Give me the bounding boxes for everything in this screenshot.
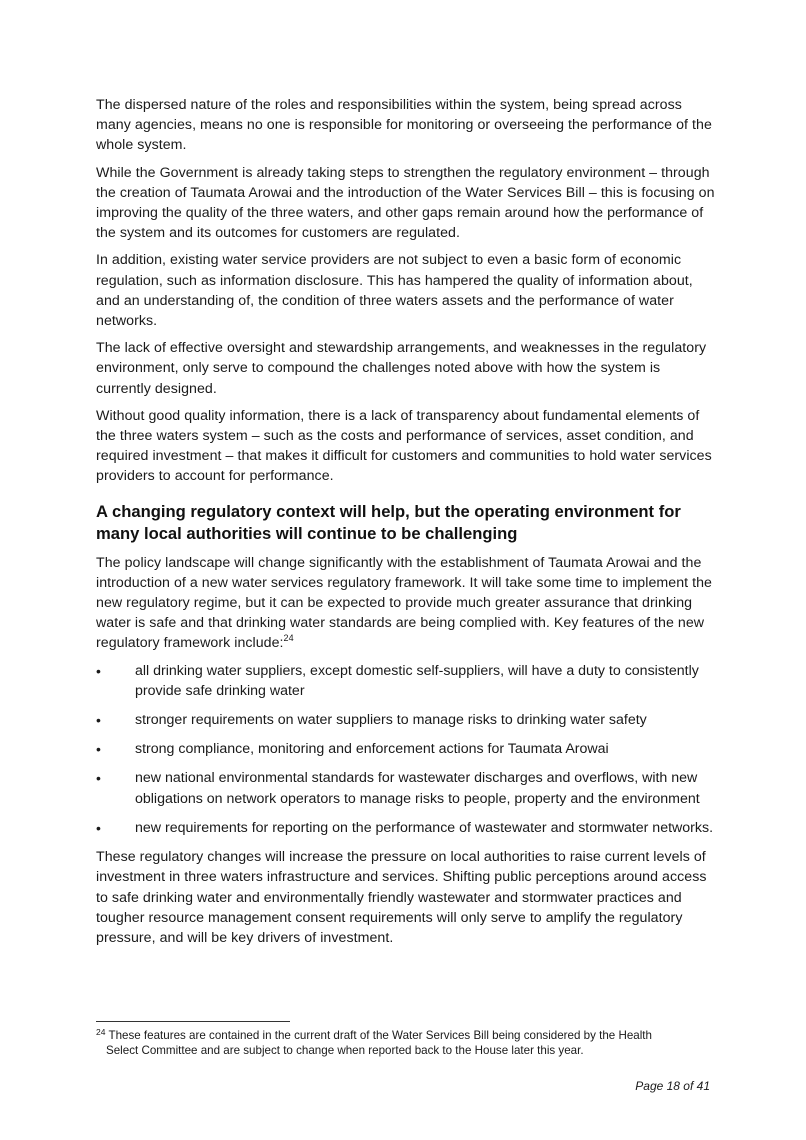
footnote-number: 24 bbox=[96, 1027, 106, 1037]
paragraph-policy-landscape-text: The policy landscape will change significantly with the establishment of Taumata Arowai and the introduction of a new water services regulatory framework. It will take some time to implement the new regulatory regime, but it can be expected to provide much greater assurance that drinking water is safe and that drinking water standards are being complied with. Key features of the new regulatory framework include: bbox=[96, 554, 712, 652]
paragraph-oversight: The lack of effective oversight and stewardship arrangements, and weaknesses in the regulatory environment, only serve to compound the challenges noted above with how the system is currently designed. bbox=[96, 340, 707, 397]
list-item-text: new requirements for reporting on the performance of wastewater and stormwater networks. bbox=[135, 819, 714, 836]
paragraph-economic-regulation: In addition, existing water service providers are not subject to even a basic form of economic regulation, such as information disclosure. This has hampered the quality of information about, and an understanding of, the condition of three waters assets and the performance of water networks. bbox=[96, 252, 693, 330]
list-item-text: strong compliance, monitoring and enforcement actions for Taumata Arowai bbox=[135, 741, 609, 758]
footnote-line-1 bbox=[96, 1028, 716, 1043]
bullet-icon: • bbox=[96, 712, 101, 729]
paragraph-regulatory-pressure: These regulatory changes will increase the pressure on local authorities to raise current levels of investment in three waters infrastructure and services. Shifting public perceptions around access to safe drinking water and environmentally friendly wastewater and stormwater practices and tougher resource management consent requirements will only serve to amplify the regulatory pressure, and will be key drivers of investment. bbox=[96, 849, 707, 946]
section-heading: A changing regulatory context will help, but the operating environment for many local authorities will continue to be challenging bbox=[96, 501, 681, 543]
paragraph-government-steps: While the Government is already taking steps to strengthen the regulatory environment – through the creation of Taumata Arowai and the introduction of the Water Services Bill – this is focusing on improving the quality of the three waters, and other gaps remain around how the performance of the system and its outcomes for customers are regulated. bbox=[96, 164, 715, 242]
paragraph-dispersed-roles: The dispersed nature of the roles and responsibilities within the system, being spread across many agencies, means no one is responsible for monitoring or overseeing the performance of the whole system. bbox=[96, 97, 712, 154]
bullet-icon: • bbox=[96, 662, 101, 679]
bullet-icon: • bbox=[96, 770, 101, 787]
bullet-icon: • bbox=[96, 741, 101, 758]
footnote-reference[interactable]: 24 bbox=[283, 633, 294, 644]
paragraph-information-quality: Without good quality information, there is a lack of transparency about fundamental elements of the three waters system – such as the costs and performance of services, asset condition, and required investment – that makes it difficult for customers and communities to hold water services providers to account for performance. bbox=[96, 407, 712, 485]
list-item bbox=[96, 768, 716, 808]
page-body bbox=[96, 95, 716, 955]
key-features-list bbox=[96, 661, 716, 838]
paragraph-policy-landscape bbox=[96, 553, 716, 654]
list-item bbox=[96, 739, 716, 759]
footnote bbox=[96, 1028, 716, 1058]
footnote-divider bbox=[96, 1021, 290, 1022]
list-item bbox=[96, 818, 716, 838]
bullet-icon: • bbox=[96, 819, 101, 836]
footnote-text-1: These features are contained in the current draft of the Water Services Bill being considered by the Health bbox=[108, 1029, 652, 1042]
footnote-text-2: Select Committee and are subject to change when reported back to the House later this year. bbox=[106, 1044, 584, 1057]
list-item-text: new national environmental standards for wastewater discharges and overflows, with new obligations on network operators to manage risks to people, property and the environment bbox=[135, 770, 700, 807]
page-number: Page 18 of 41 bbox=[635, 1079, 710, 1093]
list-item-text: all drinking water suppliers, except domestic self-suppliers, will have a duty to consistently provide safe drinking water bbox=[135, 662, 699, 699]
list-item-text: stronger requirements on water suppliers to manage risks to drinking water safety bbox=[135, 712, 647, 729]
list-item bbox=[96, 661, 716, 701]
list-item bbox=[96, 710, 716, 730]
